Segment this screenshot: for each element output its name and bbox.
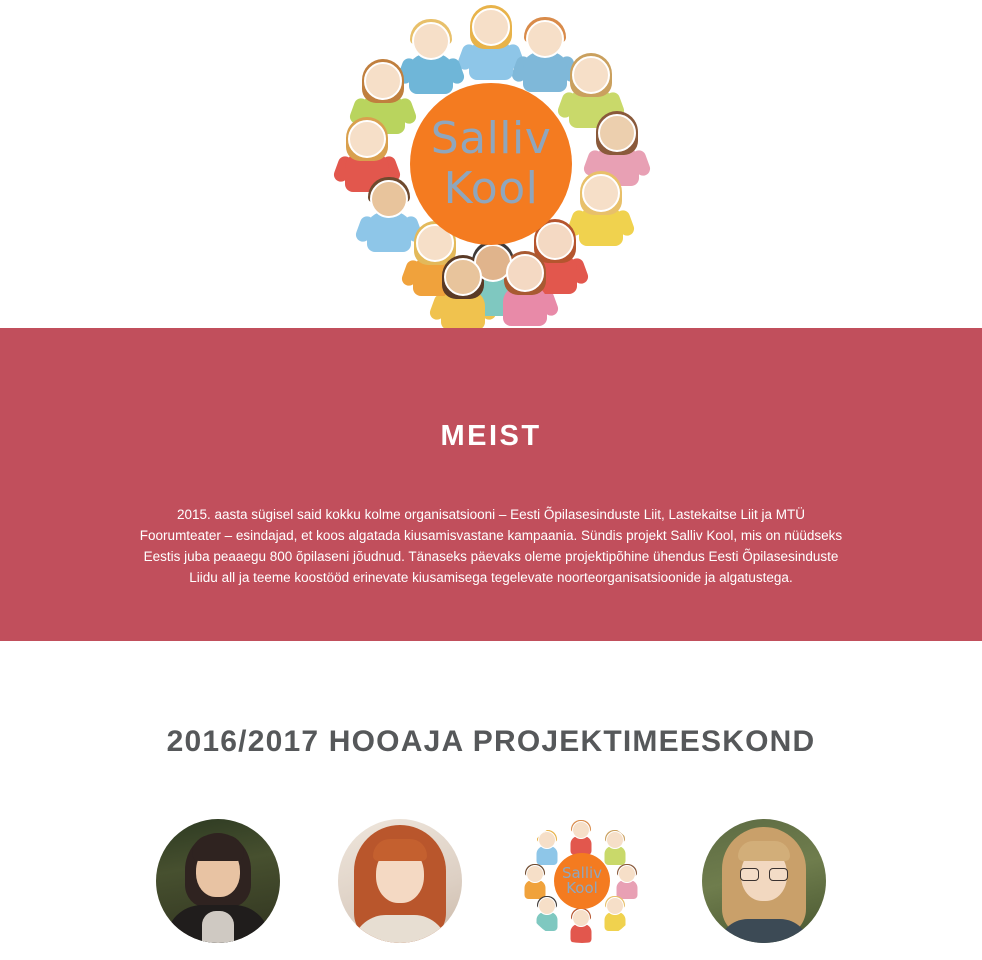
logo-text-line2: Kool (443, 163, 539, 214)
team-member-photo-4 (702, 819, 826, 943)
ring-kid-icon (403, 22, 459, 96)
fringe-shape (192, 835, 244, 861)
ring-kid-icon (534, 897, 560, 931)
ring-kid-icon (614, 865, 640, 899)
ring-kid-icon (602, 831, 628, 865)
logo-text-line2: Kool (566, 879, 598, 897)
ring-kid-icon (534, 831, 560, 865)
ring-kid-icon (522, 865, 548, 899)
ring-kid-icon (568, 821, 594, 855)
team-member-photo-1 (156, 819, 280, 943)
about-paragraph: 2015. aasta sügisel said kokku kolme organisatsiooni – Eesti Õpilasesinduste Liit, Lastekaitse Liit ja MTÜ Foorumteater – esindajad, et koos algatada kiusamisvastane kampaania. Sündis projekt Salliv Kool, mis on nüüdseks Eestis juba peaaegu 800 õpilaseni jõudnud. Tänaseks päevaks oleme projektipõhine ühendus Eesti Õpilasesinduste Liidu all ja teeme koostööd erinevate kiusamisega tegelevate noorteorganisatsioonide ja algatustega. (139, 507, 843, 585)
fringe-shape (373, 839, 427, 861)
ring-kid-icon (602, 897, 628, 931)
ring-kid-icon (573, 174, 629, 248)
logo-text-line1: Salliv (430, 113, 552, 164)
shirt-shape (202, 911, 234, 943)
logo-circle (410, 83, 572, 245)
salliv-kool-logo (331, 8, 651, 320)
team-section (0, 641, 982, 943)
team-member-photo-2 (338, 819, 462, 943)
team-member-list (0, 759, 982, 943)
about-heading: MEIST (440, 420, 542, 452)
hero-section (0, 0, 982, 328)
logo-text-line1: Salliv (561, 864, 603, 882)
ring-kid-icon (463, 8, 519, 82)
ring-kid-icon (361, 180, 417, 254)
fringe-shape (738, 841, 790, 861)
glasses-icon (740, 867, 788, 881)
team-heading: 2016/2017 HOOAJA PROJEKTIMEESKOND (166, 725, 816, 758)
team-member-photo-3 (520, 819, 644, 943)
ring-kid-icon (568, 909, 594, 943)
about-section (0, 328, 982, 641)
logo-circle (554, 853, 610, 909)
